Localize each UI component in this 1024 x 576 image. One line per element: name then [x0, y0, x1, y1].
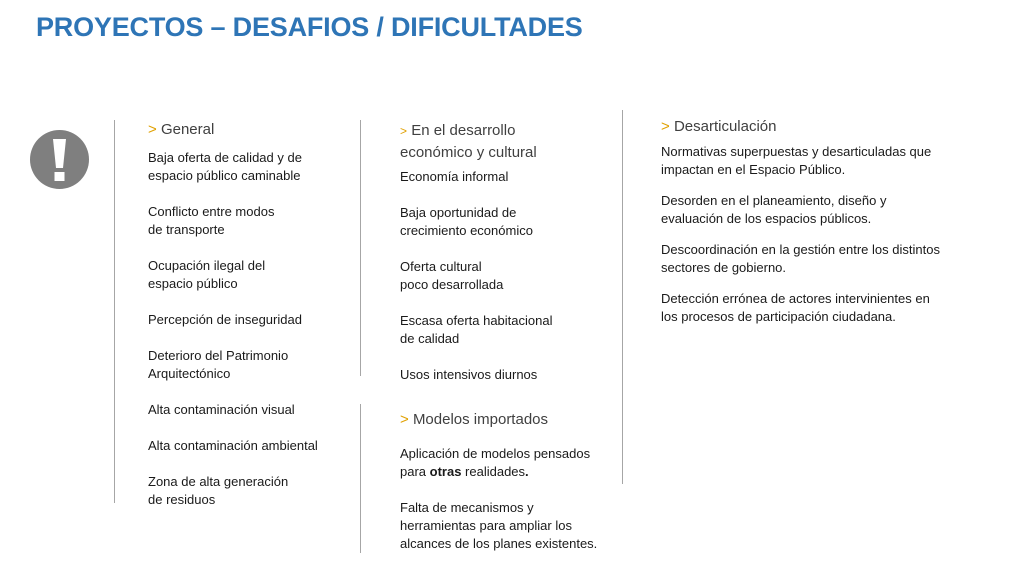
list-item: Oferta cultural poco desarrollada	[400, 259, 504, 292]
arrow-marker: >	[148, 121, 157, 138]
item-list	[400, 168, 615, 384]
list-item: Baja oportunidad de crecimiento económico	[400, 205, 533, 238]
item-list	[400, 445, 615, 553]
heading-label: Modelos importados	[412, 411, 549, 428]
list-item: Alta contaminación visual	[148, 402, 295, 417]
list-item: Deterioro del Patrimonio Arquitectónico	[148, 348, 289, 381]
list-item: Escasa oferta habitacional de calidad	[400, 313, 553, 346]
list-item: Normativas superpuestas y desarticuladas que impactan en el Espacio Público.	[661, 144, 932, 177]
list-item: Baja oferta de calidad y de espacio público caminable	[148, 150, 302, 183]
divider-right	[622, 110, 623, 484]
divider-left	[114, 120, 115, 503]
list-item: Falta de mecanismos y herramientas para ampliar los alcances de los planes existentes.	[400, 500, 598, 551]
section-desarticulacion	[661, 117, 971, 339]
section-modelos-importados	[400, 410, 615, 571]
list-item: Zona de alta generación de residuos	[148, 474, 289, 507]
section-heading	[400, 410, 615, 430]
emphasis-text: otras	[429, 464, 462, 479]
section-heading	[400, 120, 615, 163]
divider-middle-bottom	[360, 404, 361, 553]
exclamation-icon	[30, 130, 89, 189]
heading-label: En el desarrollo	[411, 122, 516, 139]
list-item: Detección errónea de actores intervinientes en los procesos de participación ciudadana.	[661, 291, 930, 324]
page-title: PROYECTOS – DESAFIOS / DIFICULTADES	[36, 12, 583, 42]
list-item: Economía informal	[400, 169, 509, 184]
section-heading	[661, 117, 971, 137]
section-heading	[148, 120, 358, 140]
list-item: Usos intensivos diurnos	[400, 367, 538, 382]
heading-label: económico y cultural	[400, 144, 537, 161]
list-item: Descoordinación en la gestión entre los distintos sectores de gobierno.	[661, 242, 940, 275]
list-item: Aplicación de modelos pensados para otras realidades.	[400, 446, 591, 479]
arrow-marker: >	[400, 124, 408, 138]
item-list	[661, 143, 971, 326]
divider-middle-top	[360, 120, 361, 376]
section-general	[148, 120, 358, 527]
arrow-marker: >	[661, 118, 670, 135]
item-list	[148, 149, 358, 509]
section-economico-cultural	[400, 120, 615, 402]
list-item: Alta contaminación ambiental	[148, 438, 318, 453]
list-item: Ocupación ilegal del espacio público	[148, 258, 266, 291]
list-item: Conflicto entre modos de transporte	[148, 204, 275, 237]
heading-label: General	[160, 121, 215, 138]
arrow-marker: >	[400, 411, 409, 428]
list-item: Desorden en el planeamiento, diseño y evaluación de los espacios públicos.	[661, 193, 887, 226]
list-item: Percepción de inseguridad	[148, 312, 302, 327]
heading-label: Desarticulación	[673, 118, 777, 135]
